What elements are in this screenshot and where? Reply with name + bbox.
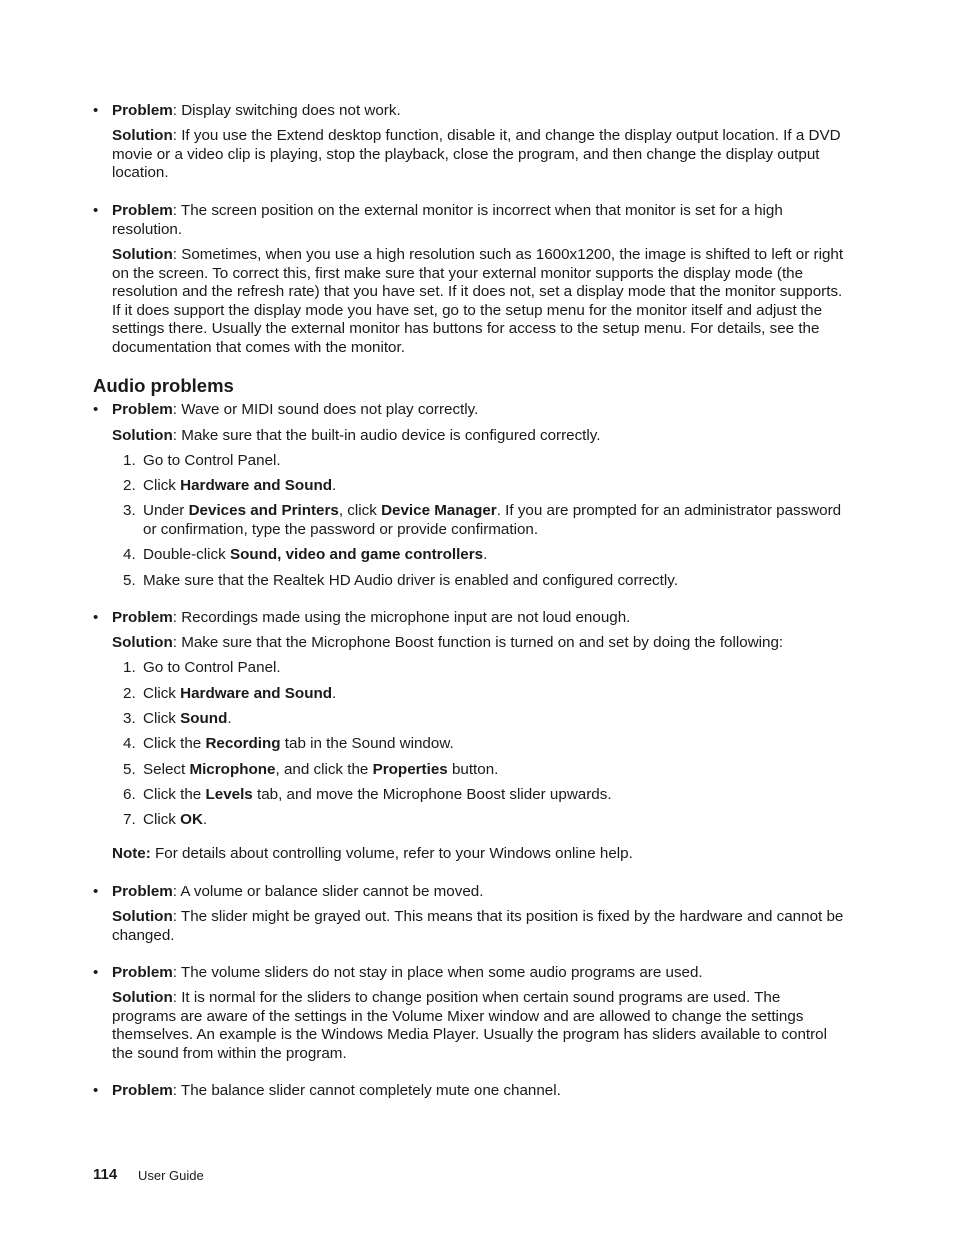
step-item [143, 572, 843, 591]
problem-recordings [112, 609, 847, 628]
solution-text: : Sometimes, when you use a high resolution such as 1600x1200, the image is shifted to left or right on the screen. To correct this, first make sure that your external monitor supports the display mode (the resolution and the refresh rate) that you have set. If it does not, set a display mode that the monitor supports. If it does support the display mode you have set, go to the setup menu for the monitor itself and adjust the settings there. Usually the external monitor has buttons for access to the setup menu. For details, see the documentation that comes with the monitor. [112, 246, 844, 356]
step-ui-term: Device Manager [381, 502, 497, 519]
solution-text: : Make sure that the Microphone Boost function is turned on and set by doing the following: [172, 634, 784, 651]
step-ui-term: Levels [205, 786, 253, 803]
step-item [143, 811, 843, 830]
bullet-icon: • [93, 102, 99, 119]
step-ui-term: Devices and Printers [188, 502, 339, 519]
step-text: Go to Control Panel. [143, 659, 281, 676]
solution-screen-position [112, 246, 852, 358]
step-item [143, 761, 843, 780]
step-text: Click [143, 477, 181, 494]
bullet-icon: • [93, 964, 99, 981]
problem-slider-moved [112, 883, 847, 902]
problem-text: : Display switching does not work. [172, 102, 401, 119]
step-number: 2. [123, 685, 136, 702]
note-text: For details about controlling volume, refer to your Windows online help. [150, 845, 633, 862]
step-text: . [483, 546, 488, 563]
step-text: Under [143, 502, 189, 519]
section-heading: Audio problems [93, 375, 234, 396]
step-text: Click the [143, 786, 206, 803]
step-text: Click [143, 685, 181, 702]
problem-label: Problem [112, 202, 173, 219]
problem-text: : The screen position on the external monitor is incorrect when that monitor is set for a high resolution. [112, 202, 783, 238]
bullet-icon: • [93, 883, 99, 900]
step-text: tab in the Sound window. [280, 735, 454, 752]
bullet-icon: • [93, 1082, 99, 1099]
solution-recordings [112, 634, 852, 653]
problem-text: : The volume sliders do not stay in place when some audio programs are used. [172, 964, 703, 981]
solution-label: Solution [112, 908, 173, 925]
step-text: Click [143, 710, 181, 727]
step-item [143, 685, 843, 704]
step-item [143, 786, 843, 805]
bullet-icon: • [93, 202, 99, 219]
problem-label: Problem [112, 1082, 173, 1099]
solution-display-switching [112, 127, 852, 183]
step-item [143, 546, 843, 565]
problem-balance-mute [112, 1082, 847, 1101]
step-ui-term: Properties [372, 761, 448, 778]
step-text: . If you are prompted for an administrator password or confirmation, type the password or provide confirmation. [143, 502, 842, 538]
solution-sliders-stay [112, 989, 847, 1063]
step-text: Select [143, 761, 190, 778]
step-number: 6. [123, 786, 136, 803]
step-number: 3. [123, 502, 136, 519]
step-text: . [202, 811, 208, 828]
step-number: 5. [123, 761, 136, 778]
step-number: 4. [123, 546, 136, 563]
note-volume [112, 845, 847, 864]
step-text: . [332, 477, 337, 494]
step-ui-term: Sound, video and game controllers [229, 546, 484, 563]
step-text: button. [447, 761, 499, 778]
step-text: Click the [143, 735, 206, 752]
solution-label: Solution [112, 634, 173, 651]
step-number: 1. [123, 452, 136, 469]
solution-wave-midi [112, 427, 847, 446]
bullet-icon: • [93, 609, 99, 626]
problem-text: : The balance slider cannot completely mute one channel. [172, 1082, 561, 1099]
step-ui-term: Hardware and Sound [180, 477, 333, 494]
step-text: , and click the [275, 761, 373, 778]
problem-label: Problem [112, 609, 173, 626]
step-number: 4. [123, 735, 136, 752]
step-item [143, 659, 843, 678]
step-item [143, 735, 843, 754]
step-text: , click [338, 502, 382, 519]
problem-label: Problem [112, 883, 173, 900]
solution-text: : Make sure that the built-in audio device is configured correctly. [172, 427, 601, 444]
problem-display-switching [112, 102, 847, 121]
step-item [143, 710, 843, 729]
step-number: 3. [123, 710, 136, 727]
footer-title: User Guide [138, 1168, 204, 1183]
step-ui-term: Hardware and Sound [180, 685, 333, 702]
solution-label: Solution [112, 989, 173, 1006]
bullet-icon: • [93, 401, 99, 418]
problem-text: : Recordings made using the microphone input are not loud enough. [172, 609, 631, 626]
problem-text: : Wave or MIDI sound does not play correctly. [172, 401, 479, 418]
step-number: 1. [123, 659, 136, 676]
solution-text: : The slider might be grayed out. This means that its position is fixed by the hardware and cannot be changed. [112, 908, 844, 944]
problem-sliders-stay [112, 964, 847, 983]
problem-text: : A volume or balance slider cannot be moved. [172, 883, 484, 900]
step-number: 2. [123, 477, 136, 494]
solution-slider-moved [112, 908, 847, 945]
step-ui-term: OK [180, 811, 203, 828]
step-text: Make sure that the Realtek HD Audio driver is enabled and configured correctly. [143, 572, 678, 589]
solution-label: Solution [112, 127, 173, 144]
note-label: Note: [112, 845, 151, 862]
problem-wave-midi [112, 401, 847, 420]
step-number: 7. [123, 811, 136, 828]
step-text: . [227, 710, 232, 727]
step-item [143, 502, 843, 539]
step-text: . [332, 685, 337, 702]
step-text: tab, and move the Microphone Boost slider upwards. [252, 786, 612, 803]
solution-label: Solution [112, 427, 173, 444]
step-text: Click [143, 811, 181, 828]
step-ui-term: Microphone [189, 761, 276, 778]
solution-text: : It is normal for the sliders to change position when certain sound programs are used. The programs are aware of the settings in the Volume Mixer window and are allowed to change the settings themselves. An example is the Windows Media Player. Usually the program has sliders available to control the sound from within the program. [112, 989, 827, 1062]
step-text: Go to Control Panel. [143, 452, 281, 469]
problem-label: Problem [112, 401, 173, 418]
step-ui-term: Sound [180, 710, 228, 727]
step-ui-term: Recording [205, 735, 281, 752]
step-number: 5. [123, 572, 136, 589]
step-item [143, 452, 843, 471]
solution-text: : If you use the Extend desktop function, disable it, and change the display output location. If a DVD movie or a video clip is playing, stop the playback, close the program, and then change the display output location. [112, 127, 841, 182]
page-number: 114 [93, 1166, 118, 1183]
problem-label: Problem [112, 102, 173, 119]
problem-screen-position [112, 202, 847, 239]
solution-label: Solution [112, 246, 173, 263]
step-text: Double-click [143, 546, 230, 563]
step-item [143, 477, 843, 496]
problem-label: Problem [112, 964, 173, 981]
